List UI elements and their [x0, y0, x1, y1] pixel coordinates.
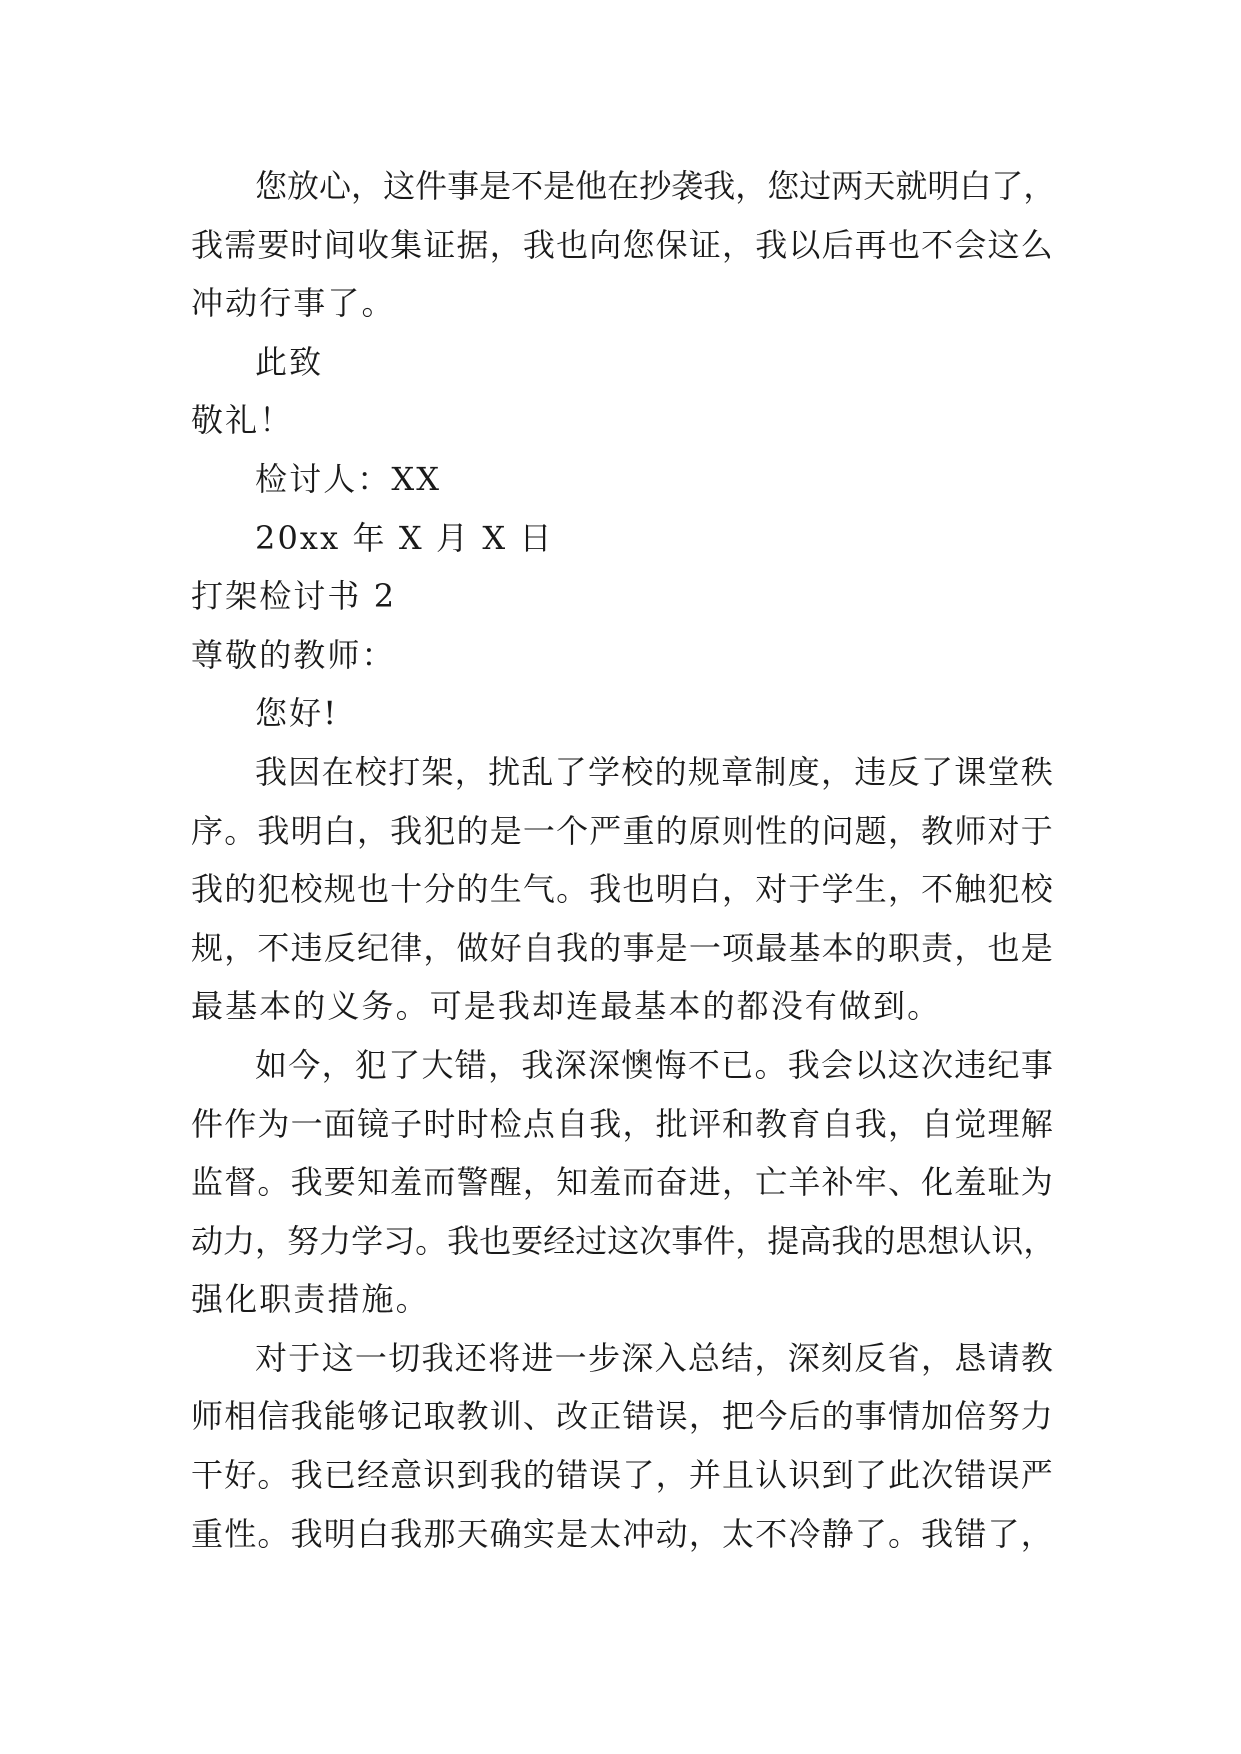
text-line: 尊敬的教师： [191, 635, 396, 674]
text-line: 师 相 信 我 能 够 记 取 教 训 、 改 正 错 误 ， 把 今 后 的 事 情 加 倍 努 力 [191, 1397, 1053, 1436]
text-line: 打架检讨书 2 [191, 577, 397, 616]
text-line: 序 。 我 明 白 ， 我 犯 的 是 一 个 严 重 的 原 则 性 的 问 题 ， 教 师 对 于 [191, 811, 1053, 850]
text-line: 如 今 ， 犯 了 大 错 ， 我 深 深 懊 悔 不 已 。 我 会 以 这 次 违 纪 事 [255, 1045, 1053, 1084]
text-line: 您 放 心 ， 这 件 事 是 不 是 他 在 抄 袭 我 ， 您 过 两 天 就 明 白 了 ， [255, 167, 1056, 205]
text-line: 监 督 。 我 要 知 羞 而 警 醒 ， 知 羞 而 奋 进 ， 亡 羊 补 牢 、 化 羞 耻 为 [191, 1163, 1053, 1202]
text-line: 20xx 年 X 月 X 日 [255, 518, 554, 557]
text-line: 强化职责措施。 [191, 1280, 430, 1319]
text-line: 我 需 要 时 间 收 集 证 据 ， 我 也 向 您 保 证 ， 我 以 后 再 也 不 会 这 么 [191, 225, 1053, 264]
text-line: 检讨人：XX [255, 459, 442, 498]
text-line: 您好! [255, 694, 339, 733]
text-line: 此致 [255, 342, 324, 381]
text-line: 动 力 ， 努 力 学 习 。 我 也 要 经 过 这 次 事 件 ， 提 高 我 的 思 想 认 识 ， [191, 1221, 1056, 1260]
text-line: 干 好 。 我 已 经 意 识 到 我 的 错 误 了 ， 并 且 认 识 到 了 此 次 错 误 严 [191, 1456, 1053, 1495]
text-line: 最基本的义务。可是我却连最基本的都没有做到。 [191, 987, 942, 1026]
text-line: 对 于 这 一 切 我 还 将 进 一 步 深 入 总 结 ， 深 刻 反 省 ， 恳 请 教 [255, 1338, 1053, 1377]
text-line: 我 因 在 校 打 架 ， 扰 乱 了 学 校 的 规 章 制 度 ， 违 反 了 课 堂 秩 [255, 752, 1053, 791]
text-line: 件 作 为 一 面 镜 子 时 时 检 点 自 我 ， 批 评 和 教 育 自 我 ， 自 觉 理 解 [191, 1104, 1053, 1143]
text-line: 规 ， 不 违 反 纪 律 ， 做 好 自 我 的 事 是 一 项 最 基 本 的 职 责 ， 也 是 [191, 928, 1053, 967]
text-line: 重 性 。 我 明 白 我 那 天 确 实 是 太 冲 动 ， 太 不 冷 静 了 。 我 错 了 ， [191, 1514, 1053, 1553]
document-page [191, 157, 1056, 1563]
text-line: 冲动行事了。 [191, 284, 396, 323]
text-line: 我 的 犯 校 规 也 十 分 的 生 气 。 我 也 明 白 ， 对 于 学 生 ， 不 触 犯 校 [191, 870, 1053, 909]
text-line: 敬礼！ [191, 401, 294, 440]
